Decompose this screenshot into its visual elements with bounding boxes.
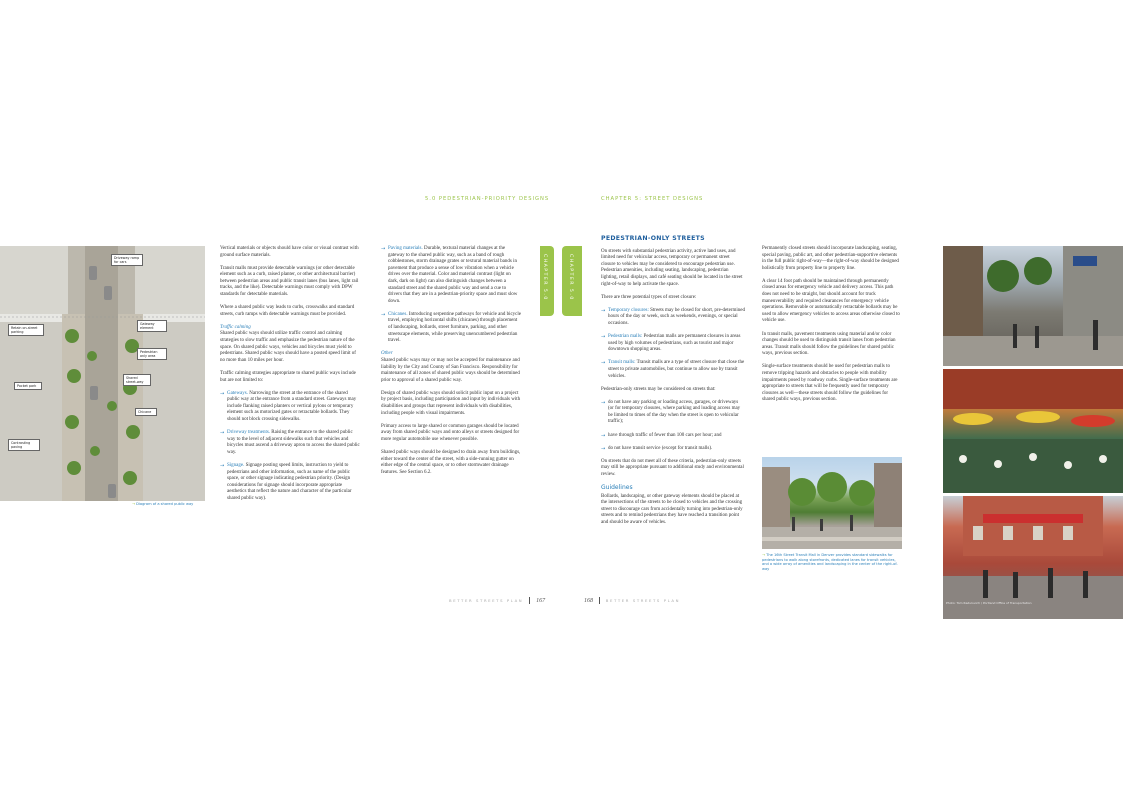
diagram-illustration	[0, 246, 205, 501]
paragraph: Where a shared public way leads to curbs, crosswalks and standard streets, curb ramps with detectable warnings must be provided.	[220, 305, 355, 317]
denver-photo-caption: → The 16th Street Transit Mall in Denver provides standard sidewalks for pedestrians to walk along storefronts, dedicated lanes for transit vehicles, and a wide array of amenities and landscaping in the center of the right-of-way	[762, 553, 898, 571]
label-chicane: Chicane	[135, 408, 157, 416]
paragraph: Vertical materials or objects should have color or visual contrast with ground surface materials.	[220, 246, 359, 258]
arrow-icon: →	[220, 430, 225, 437]
chapter-tab-label-mirror: CHAPTER 5.0	[568, 254, 573, 301]
subheading-guidelines: Guidelines	[601, 484, 633, 492]
bullet-paving: → Paving materials. Durable, textural material changes at the gateway to the shared public way, such as a band of rough cobblestones, storm drainage grates or textural material bands in pavement that produce a sense of low vibration when a vehicle drives over the material. Color and material contrast (light on dark, dark on light) can also distinguish changes between a standard street and the shared public way and send a cue to drivers that they are in a pedestrian-priority space and must slow down.	[381, 246, 518, 304]
page-number-left: 167	[536, 597, 546, 604]
footer-divider	[529, 597, 530, 604]
arrow-icon: →	[381, 311, 386, 318]
chapter-tab-right	[562, 246, 582, 316]
paragraph: Design of shared public ways should solicit public input on a project by project basis, including participation and input by individuals with disabilities and groups that represent individuals with disabilities, including people with visual impairments.	[381, 390, 521, 416]
arrow-icon: →	[381, 246, 386, 252]
arrow-icon: →	[601, 334, 606, 341]
right-page-header: CHAPTER 5: STREET DESIGNS	[601, 196, 704, 202]
section-title: PEDESTRIAN-ONLY STREETS	[601, 235, 705, 242]
column-3	[601, 236, 745, 533]
bullet-chicanes: → Chicanes. Introducing serpentine pathways for vehicle and bicycle travel, employing horizontal shifts (chicanes) through placement of landscaping, bollards, street furniture, parking, and other streetscape elements, while preserving unencumbered pedestrian travel.	[381, 311, 522, 344]
photo-illustration	[762, 457, 902, 549]
column-1	[220, 246, 360, 509]
paragraph: Single-surface treatments should be used for pedestrian malls to remove tripping hazards and obstacles to people with mobility impairments posed by roadway curbs. Single-surface treatments are appropriate to streets that will be frequently used for temporary closures as well—these streets should follow the guidelines for shared public ways, previous section.	[762, 364, 898, 403]
paragraph: On streets with substantial pedestrian activity, active land uses, and limited need for vehicular access, temporary or permanent street closure to vehicles may be considered to encourage pedestrian use. Pedestrian amenities, including seating, landscaping, pedestrian lighting, retail displays, and café seating should be located in the street right-of-way to help activate the space.	[601, 248, 743, 287]
paragraph: In transit malls, pavement treatments using material and/or color changes should be used to distinguish transit lanes from pedestrian areas. Transit malls should follow the guidelines for shared public ways, previous section.	[762, 331, 896, 357]
paragraph: Primary access to large shared or common garages should be located away from shared public ways and onto alleys or streets designed for more regular automobile use whenever possible.	[381, 423, 520, 442]
page-number-right: 168	[584, 597, 593, 604]
subheading-other: Other	[381, 351, 393, 357]
paragraph: There are three potential types of street closure:	[601, 294, 697, 300]
arrow-icon: →	[601, 399, 606, 406]
arrow-icon: →	[220, 462, 225, 469]
arrow-icon: →	[601, 307, 606, 314]
paragraph: Traffic calming strategies appropriate to shared public ways include but are not limited to:	[220, 370, 356, 383]
paragraph: Permanently closed streets should incorporate landscaping, seating, special paving, public art, and other pedestrian-supportive elements in the full public right-of-way—the right-of-way should be designed holistically from property line to property line.	[762, 246, 899, 271]
label-shared-street: Shared street-way	[123, 374, 151, 386]
paragraph: Bollards, landscaping, or other gateway elements should be placed at the intersections of the streets to be closed to vehicles and the crossing street to discourage cars from accidentally turning into pedestrian-only streets and to remind pedestrians they have reached a transition point and should be aware of vehicles.	[601, 493, 743, 525]
bullet-pedestrian-malls: → Pedestrian malls: Pedestrian malls are permanent closures in areas used by high volumes of pedestrians, such as tourist and major downtown shopping areas.	[601, 334, 741, 353]
footer-title: BETTER STREETS PLAN	[605, 598, 681, 603]
bullet-transit-malls: → Transit malls: Transit malls are a type of street closure that close the street to private automobiles, but continue to allow use by transit vehicles.	[601, 360, 745, 379]
label-pedestrian-area: Pedestrian only area	[137, 348, 167, 360]
denver-transit-mall-photo	[762, 457, 902, 549]
paragraph: Transit malls must provide detectable warnings (or other detectable element such as a curb, raised planter, or other architectural barrier) between pedestrian areas and public transit lanes (bus lanes, light rail tracks, and the like). Detectable warnings must comply with DPW standards for detectable materials.	[220, 265, 359, 298]
paragraph: Shared public ways should be designed to drain away from buildings, either toward the center of the street, with a side-running gutter on either edge of the central space, or to other stormwater drainage features. See Section 6.2.	[381, 449, 521, 475]
diagram-caption: → Diagram of a shared public way	[132, 502, 194, 506]
bullet-gateways: → Gateways. Narrowing the street at the entrance of the shared public way at the entrance from a standard street. Gateways may include flanking raised planters or vertical pylons or temporary element such as motorized gates or retractable bollards. They should not block crossing sidewalks.	[220, 390, 357, 422]
left-page-header: 5.0 PEDESTRIAN-PRIORITY DESIGNS	[425, 196, 550, 202]
paragraph: Pedestrian-only streets may be considered on streets that:	[601, 386, 716, 392]
criteria-item: → do not have transit service (except for transit malls).	[601, 445, 713, 452]
caption-arrow-icon: →	[762, 553, 767, 557]
column-2	[381, 246, 521, 483]
subheading-traffic-calming: Traffic calming	[220, 324, 251, 330]
footer-divider	[599, 597, 600, 604]
shared-public-way-diagram	[0, 246, 205, 501]
pedestrian-street-photo	[943, 496, 1123, 619]
label-driveway-ramp: Driveway ramp for cars	[111, 254, 143, 266]
label-contrasting-paving: Contrasting paving	[8, 439, 40, 451]
label-retain-parking: Retain on-street parking	[8, 324, 44, 336]
bullet-temporary-closures: → Temporary closures: Streets may be closed for short, pre-determined hours of the day or week, such as weekends, evenings, or special occasions.	[601, 307, 745, 326]
caption-arrow-icon: →	[132, 502, 137, 506]
street-photo-top	[943, 246, 1123, 366]
chapter-tab-left	[540, 246, 554, 316]
arrow-icon: →	[601, 445, 606, 452]
bullet-driveway: → Driveway treatments. Raising the entrance to the shared public way to the level of adjacent sidewalks such that vehicles and bicycles must ascend a driveway apron to access the shared public way.	[220, 430, 360, 455]
paragraph: Shared public ways may or may not be accepted for maintenance and liability by the City and County of San Francisco. Responsibility for maintenance of all zones of shared public ways should be determined prior to approval of a shared public way.	[381, 357, 520, 383]
cafe-photo	[943, 369, 1123, 493]
photo-credit: Photo: Tom Radulovich / Portland Office of Transportation	[946, 601, 1032, 605]
paragraph: On streets that do not meet all of these criteria, pedestrian-only streets may still be appropriate pursuant to additional study and environmental review.	[601, 458, 744, 477]
criteria-item: → have through traffic of fewer than 100 cars per hour; and	[601, 432, 722, 439]
footer-right	[584, 597, 680, 604]
arrow-icon: →	[601, 360, 606, 367]
chapter-tab-label: CHAPTER 5.0	[542, 254, 547, 301]
criteria-item: → do not have any parking or loading access, garages, or driveways (or for temporary closures, where parking and loading access may be limited to times of the day when the street is open to vehicular traffic);	[601, 399, 741, 425]
footer-left	[449, 597, 545, 604]
photo-illustration	[943, 369, 1123, 493]
photo-illustration	[943, 246, 1123, 366]
paragraph: Shared public ways should utilize traffic control and calming strategies to slow traffic and emphasize the pedestrian nature of the space. On shared public ways, vehicles and bicycles must yield to pedestrians. Shared public ways should have a posted speed limit of no more than 10 miles per hour.	[220, 331, 356, 363]
footer-title: BETTER STREETS PLAN	[449, 598, 524, 603]
label-pocket-park: Pocket park	[14, 382, 42, 390]
label-gateway-element: Gateway element	[137, 320, 167, 332]
arrow-icon: →	[220, 390, 225, 397]
column-4	[762, 246, 902, 410]
arrow-icon: →	[601, 432, 606, 439]
paragraph: A clear 14 foot path should be maintained through permanently closed areas for emergency vehicle and delivery access. This path does not need to be straight, but should account for truck maneuverability and required clearances for emergency vehicle operations. Removable or automatically retractable bollards may be used to allow emergency vehicles to access areas otherwise closed to vehicle use.	[762, 278, 900, 324]
bullet-signage: → Signage. Signage posting speed limits, instruction to yield to pedestrians and other information, such as name of the public space, or other signage indicating pedestrian priority. (Design considerations for signage should incorporate appropriate aesthetics that reflect the nature and character of the particular shared public way).	[220, 462, 352, 501]
